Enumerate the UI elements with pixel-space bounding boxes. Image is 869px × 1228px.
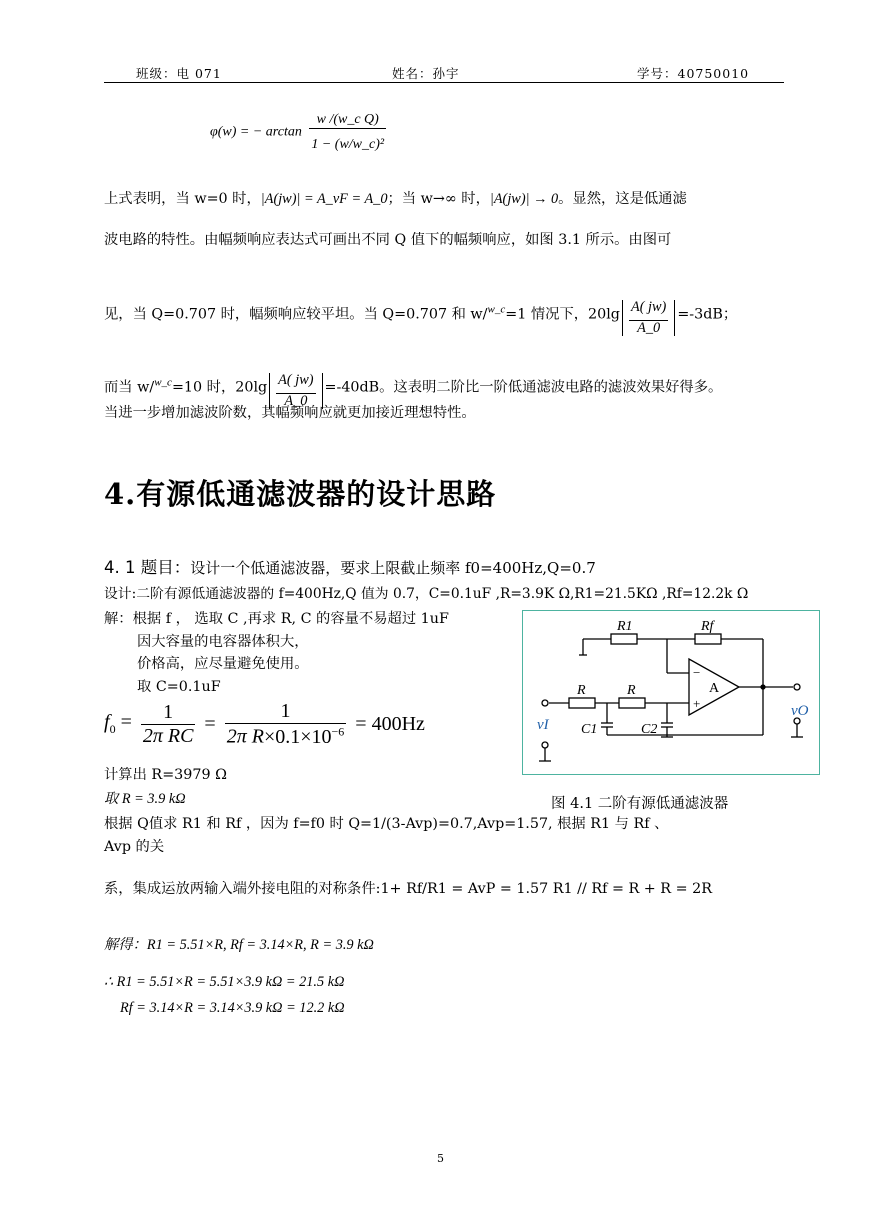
para1-l3-wc: w_c	[487, 303, 506, 316]
para1-l4-frac-den: A_0	[276, 393, 315, 408]
para1-line5: 当进一步增加滤波阶数，其幅频响应就更加接近理想特性。	[104, 405, 476, 421]
figure-caption: 图 4.1 二阶有源低通滤波器	[551, 796, 729, 812]
solution-line3: 价格高，应尽量避免使用。	[137, 656, 309, 672]
para1-l4-c: =-40dB。这表明二阶比一阶低通滤波电路的滤波效果好得多。	[324, 379, 723, 396]
f0-equation: $f_0$ = $\frac{1}{\text{2π RC}}$ = $\frac{1}{2\pi R\times 0.1\times 10^{-6}}$ = 400Hz	[104, 700, 425, 748]
phase-formula-den: 1 − (w/w_c)²	[311, 137, 385, 152]
label-c2: C2	[641, 722, 658, 737]
para1-l4-frac-num: A( jw)	[278, 372, 314, 388]
avp-line: Avp 的关	[104, 839, 165, 855]
circuit-diagram	[523, 611, 819, 774]
phase-formula	[210, 112, 386, 153]
rf-line: Rf = 3.14×R = 3.14×3.9 kΩ = 12.2 kΩ	[120, 1000, 345, 1016]
para1-line3	[104, 300, 737, 336]
subsection-title	[104, 554, 596, 578]
take-line: 取 R = 3.9 kΩ	[104, 791, 186, 807]
solution-line2: 因大容量的电容器体积大，	[137, 634, 309, 650]
solution-line1: 解：根据 f ， 选取 C ,再求 R, C 的容量不易超过 1uF	[104, 611, 449, 627]
header-student-id: 学号：40750010	[637, 66, 750, 81]
label-r-a: R	[577, 683, 586, 698]
header-name: 姓名：孙宇	[392, 66, 460, 81]
phase-formula-num: w /(w_c Q)	[309, 112, 386, 129]
para1-l4-b: =10 时，20lg	[171, 379, 268, 396]
para1-l3-c: =-3dB；	[677, 306, 738, 323]
para1-l3-frac-den: A_0	[629, 320, 668, 335]
para1-text-b: ；当 w→∞ 时，	[387, 191, 490, 207]
para1-math-2: |A(jw)| → 0	[489, 191, 559, 207]
label-r-b: R	[627, 683, 636, 698]
para1-line4	[104, 373, 722, 409]
para1-math-1: |A(jw)| = A_vF = A_0	[260, 191, 388, 207]
solution-line4: 取 C=0.1uF	[137, 679, 221, 695]
para1-line2: 波电路的特性。由幅频响应表达式可画出不同 Q 值下的幅频响应，如图 3.1 所示。由图可	[104, 232, 672, 248]
section-heading: 4.有源低通滤波器的设计思路	[104, 477, 497, 511]
label-vo: vO	[791, 703, 809, 719]
label-vi: vI	[537, 717, 549, 733]
para1-text-a: 上式表明，当 w=0 时，	[104, 191, 261, 207]
header-class: 班级：电 071	[136, 66, 222, 81]
label-opamp: A	[709, 681, 720, 696]
para1-l3-a: 见，当 Q=0.707 时，幅频响应较平坦。当 Q=0.707 和 w/	[104, 306, 488, 323]
result-line: 解得：R1 = 5.51×R, Rf = 3.14×R, R = 3.9 kΩ	[104, 937, 374, 953]
circuit-figure	[522, 610, 820, 775]
calc-line: 计算出 R=3979 Ω	[104, 767, 227, 783]
design-line: 设计:二阶有源低通滤波器的 f=400Hz,Q 值为 0.7，C=0.1uF ,R=3.9K Ω,R1=21.5KΩ ,Rf=12.2k Ω	[104, 586, 749, 602]
label-plus: +	[693, 696, 701, 711]
page-number: 5	[437, 1152, 444, 1165]
para1-l4-wc: w_c	[154, 376, 172, 389]
para1-l3-frac-num: A( jw)	[630, 299, 667, 315]
subsection-text: 设计一个低通滤波器，要求上限截止频率 f0=400Hz,Q=0.7	[190, 559, 596, 577]
para1-l3-b: =1 情况下，20lg	[505, 306, 620, 323]
para1-l4-a: 而当 w/	[104, 379, 155, 396]
para1-line1	[104, 192, 687, 206]
para1-text-c: 。显然，这是低通滤	[558, 191, 687, 207]
r1-line: ∴ R1 = 5.51×R = 5.51×3.9 kΩ = 21.5 kΩ	[104, 974, 345, 990]
label-rf: Rf	[701, 619, 714, 634]
basis-line: 根据 Q值求 R1 和 Rf ，因为 f=f0 时 Q=1/(3-Avp)=0.7,Avp=1.57, 根据 R1 与 Rf 、	[104, 816, 669, 832]
phase-formula-lhs: φ(w) = − arctan	[210, 124, 302, 140]
label-c1: C1	[581, 722, 598, 737]
label-minus: −	[693, 665, 701, 680]
subsection-label: 4. 1 题目：	[104, 558, 191, 577]
symmetry-line: 系，集成运放两输入端外接电阻的对称条件:1+ Rf/R1 = AvP = 1.57 R1 // Rf = R + R = 2R	[104, 881, 712, 897]
header-rule	[104, 82, 784, 83]
label-r1: R1	[617, 619, 633, 634]
